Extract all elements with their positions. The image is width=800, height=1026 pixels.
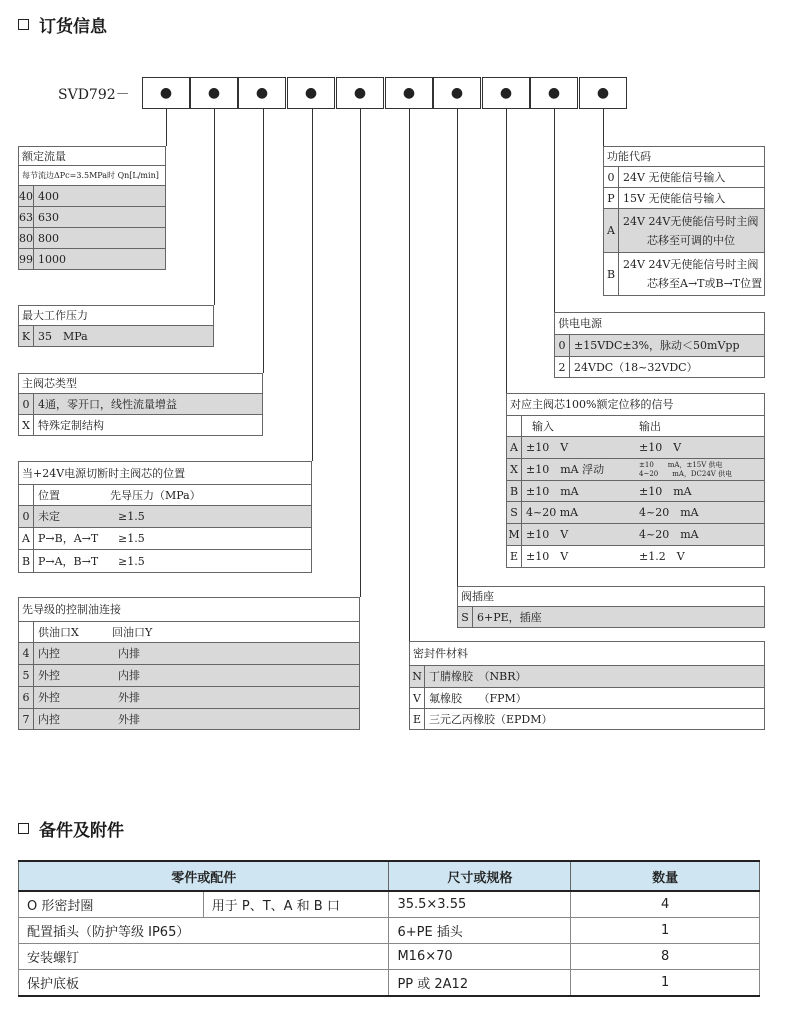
option-row: S 6+PE，插座 bbox=[457, 606, 765, 628]
code-position-6: ● bbox=[385, 77, 433, 109]
part-spec: PP 或 2A12 bbox=[389, 970, 571, 997]
option-row: A P→B，A→T ≥1.5 bbox=[18, 527, 312, 550]
function-block bbox=[603, 146, 765, 296]
option-row: 6 外控 外排 bbox=[18, 686, 360, 709]
part-qty: 1 bbox=[571, 918, 760, 944]
part-qty: 8 bbox=[571, 944, 760, 970]
flow-block bbox=[18, 146, 166, 276]
code-position-3: ● bbox=[238, 77, 286, 109]
option-row: 0 ±15VDC±3%，脉动＜50mVpp bbox=[554, 334, 765, 357]
pilot-title: 先导级的控制油连接 bbox=[22, 603, 121, 616]
connector-line-7 bbox=[457, 109, 458, 586]
order-section-title: 订货信息 bbox=[18, 12, 107, 37]
part-qty: 1 bbox=[571, 970, 760, 997]
option-row: X 特殊定制结构 bbox=[18, 414, 263, 436]
column-header-spec: 尺寸或规格 bbox=[389, 861, 571, 891]
seal-title: 密封件材料 bbox=[413, 647, 468, 660]
option-row: P 15V 无使能信号输入 bbox=[603, 187, 765, 209]
option-row: 5 外控 内排 bbox=[18, 664, 360, 687]
option-row: A ±10 V ±10 V bbox=[506, 436, 765, 459]
option-row: N 丁腈橡胶 （NBR） bbox=[409, 665, 765, 688]
flow-title: 额定流量 bbox=[22, 149, 66, 163]
table-header-row bbox=[19, 861, 760, 891]
connector-line-5 bbox=[360, 109, 361, 597]
pressure-title: 最大工作压力 bbox=[22, 309, 88, 322]
connector-line-6 bbox=[409, 109, 410, 641]
option-row: 0 4通，零开口，线性流量增益 bbox=[18, 393, 263, 415]
signal-title: 对应主阀芯100%额定位移的信号 bbox=[510, 398, 674, 411]
option-row: 80 800 bbox=[18, 227, 166, 249]
option-row: 40 400 bbox=[18, 185, 166, 207]
connector-line-9 bbox=[554, 109, 555, 312]
option-row: M ±10 V 4~20 mA bbox=[506, 523, 765, 546]
model-prefix: SVD792－ bbox=[58, 87, 130, 103]
option-row: V 氟橡胶 （FPM） bbox=[409, 687, 765, 709]
connector-line-4 bbox=[312, 109, 313, 461]
option-row: K 35 MPa bbox=[18, 325, 214, 347]
option-row: 99 1000 bbox=[18, 248, 166, 270]
failsafe-block: 当+24V电源切断时主阀芯的位置 位置 先导压力（MPa） 0 未定 ≥1.5 A P→B，A→T ≥1.5 B P→A，B→T ≥1.5 bbox=[18, 461, 312, 573]
plug-block bbox=[457, 586, 765, 628]
power-block bbox=[554, 312, 765, 378]
connector-line-1 bbox=[166, 109, 167, 146]
column-header-part: 零件或配件 bbox=[19, 861, 389, 891]
code-position-9: ● bbox=[530, 77, 578, 109]
code-position-4: ● bbox=[287, 77, 335, 109]
option-row: 0 未定 ≥1.5 bbox=[18, 505, 312, 528]
code-position-7: ● bbox=[433, 77, 481, 109]
failsafe-title: 当+24V电源切断时主阀芯的位置 bbox=[22, 466, 186, 480]
plug-title: 阀插座 bbox=[461, 590, 494, 603]
part-spec: 35.5×3.55 bbox=[389, 891, 571, 918]
connector-line-2 bbox=[214, 109, 215, 305]
option-row: B P→A，B→T ≥1.5 bbox=[18, 549, 312, 573]
option-row: B 24V 24V无使能信号时主阀 芯移至A→T或B→T位置 bbox=[603, 252, 765, 296]
function-title: 功能代码 bbox=[607, 150, 651, 163]
option-row: 0 24V 无使能信号输入 bbox=[603, 166, 765, 188]
connector-line-8 bbox=[506, 109, 507, 393]
connector-line-10 bbox=[603, 109, 604, 146]
part-spec: 6+PE 插头 bbox=[389, 918, 571, 944]
parts-section-title: 备件及附件 bbox=[18, 816, 124, 841]
part-name: 配置插头（防护等级 IP65） bbox=[19, 918, 389, 944]
connector-line-3 bbox=[263, 109, 264, 373]
part-note: 用于 P、T、A 和 B 口 bbox=[203, 891, 389, 918]
option-row: 4 内控 内排 bbox=[18, 642, 360, 665]
checkbox-square-icon bbox=[18, 19, 29, 30]
table-row bbox=[19, 891, 760, 918]
code-position-10: ● bbox=[579, 77, 627, 109]
signal-block: 对应主阀芯100%额定位移的信号 输入 输出 A ±10 V ±10 V X ±10 mA 浮动 ±10 mA，±15V 供电 4~20 mA，DC24V 供电 B ±10 mA ±10 mA S 4~20 mA 4~20 mA M ±10 V 4~20 mA E ±10 V ±1.2 V bbox=[506, 393, 765, 568]
code-position-1: ● bbox=[142, 77, 190, 109]
spool-title: 主阀芯类型 bbox=[22, 377, 77, 390]
option-row: S 4~20 mA 4~20 mA bbox=[506, 501, 765, 524]
checkbox-square-icon bbox=[18, 823, 29, 834]
flow-subtitle: 每节流边ΔPc=3.5MPa时 Qn[L/min] bbox=[22, 170, 159, 180]
option-row: 2 24VDC（18~32VDC） bbox=[554, 356, 765, 378]
option-row: A 24V 24V无使能信号时主阀 芯移至可调的中位 bbox=[603, 208, 765, 253]
code-position-5: ● bbox=[336, 77, 384, 109]
column-header-qty: 数量 bbox=[571, 861, 760, 891]
part-name: O 形密封圈 bbox=[19, 891, 204, 918]
table-row bbox=[19, 944, 760, 970]
part-qty: 4 bbox=[571, 891, 760, 918]
code-position-2: ● bbox=[190, 77, 238, 109]
part-name: 保护底板 bbox=[19, 970, 389, 997]
pressure-block bbox=[18, 305, 214, 347]
option-row: E ±10 V ±1.2 V bbox=[506, 545, 765, 568]
part-name: 安装螺钉 bbox=[19, 944, 389, 970]
power-title: 供电电源 bbox=[558, 317, 602, 330]
option-row: B ±10 mA ±10 mA bbox=[506, 480, 765, 502]
option-row: 7 内控 外排 bbox=[18, 708, 360, 730]
code-position-8: ● bbox=[482, 77, 530, 109]
option-row: E 三元乙丙橡胶（EPDM） bbox=[409, 708, 765, 730]
part-spec: M16×70 bbox=[389, 944, 571, 970]
table-row bbox=[19, 970, 760, 997]
table-row bbox=[19, 918, 760, 944]
spool-block bbox=[18, 373, 263, 437]
option-row: X ±10 mA 浮动 ±10 mA，±15V 供电 4~20 mA，DC24V 供电 bbox=[506, 458, 765, 481]
parts-table bbox=[18, 860, 760, 997]
seal-block bbox=[409, 641, 765, 730]
pilot-block: 先导级的控制油连接 供油口X 回油口Y 4 内控 内排 5 外控 内排 6 外控 外排 7 内控 外排 bbox=[18, 597, 360, 730]
option-row: 63 630 bbox=[18, 206, 166, 228]
